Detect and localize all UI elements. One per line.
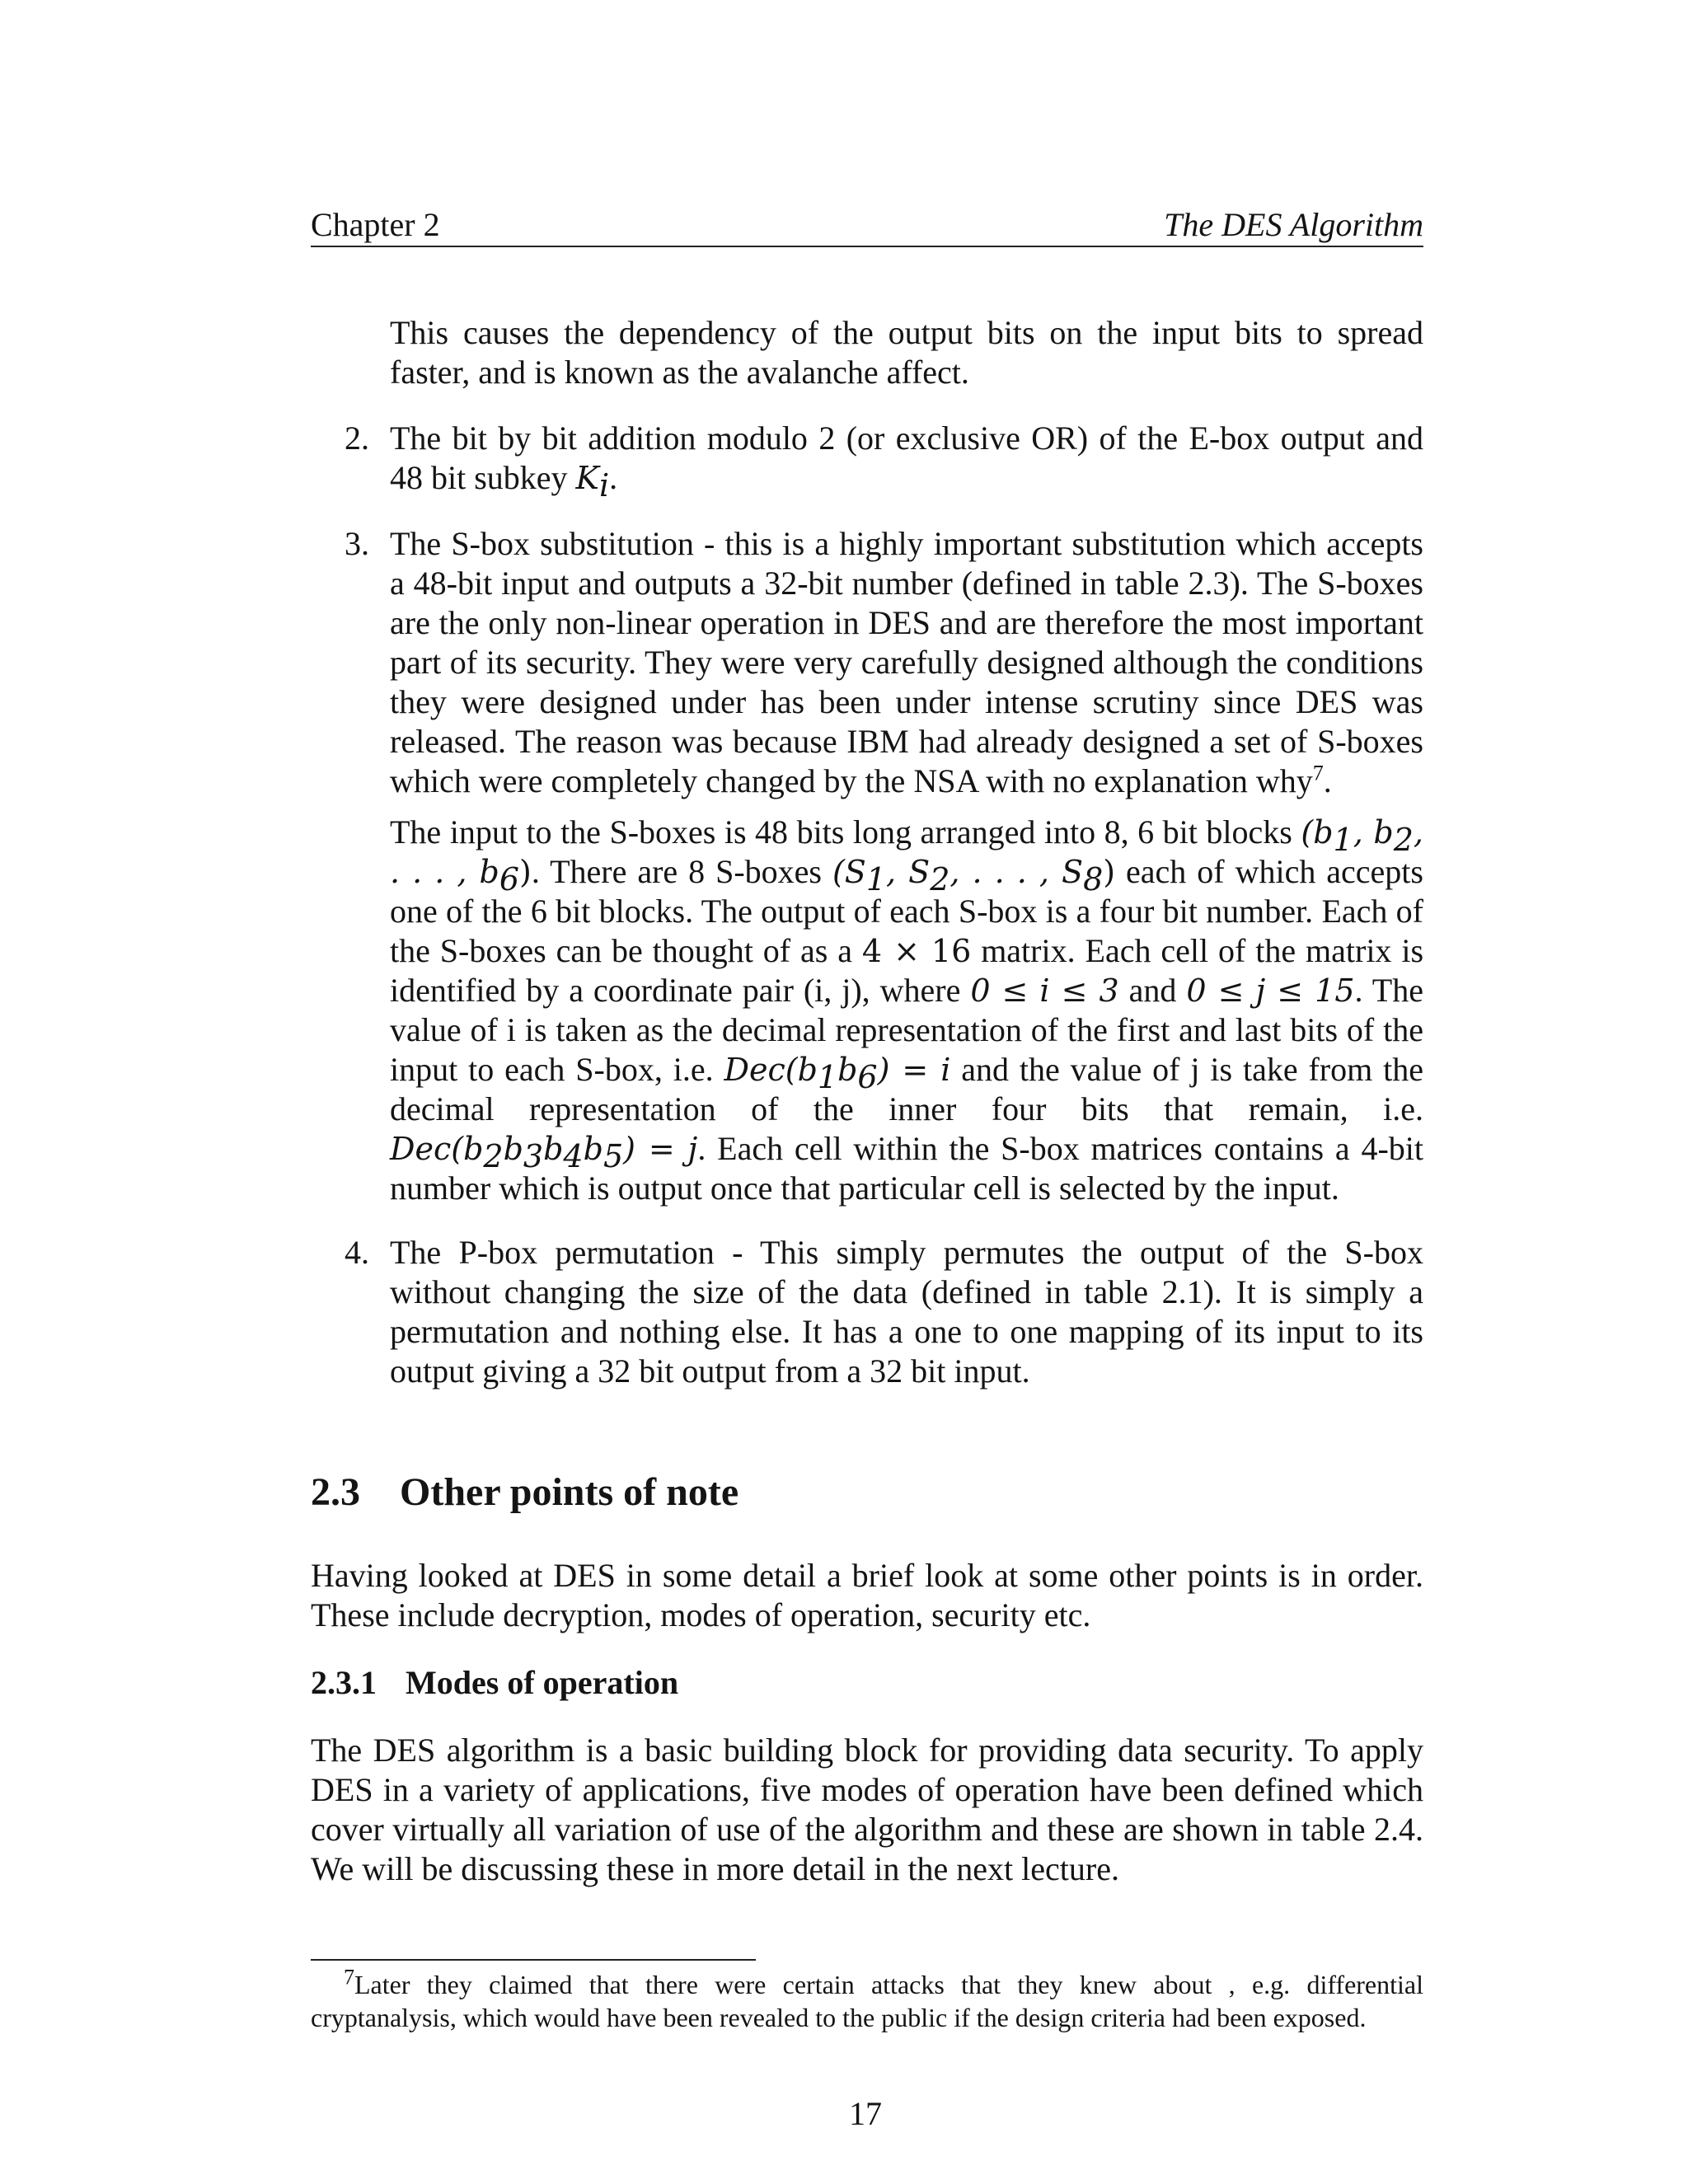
subsection-title: Modes of operation <box>406 1664 679 1701</box>
chapter-label: Chapter 2 <box>311 206 440 243</box>
list-item-3 <box>345 524 1423 801</box>
list-item-paragraph: The S-box substitution - this is a highly important substitution which accepts a 48-bit input and outputs a 32-bit number (defined in table 2.3). The S-boxes are the only non-linear operation in DES and are therefore the most important part of its security. They were very carefully designed although the conditions they were designed under has been under intense scrutiny since DES was released. The reason was because IBM had already designed a set of S-boxes which were completely changed by the NSA with no explanation why$^7$. <box>390 525 1423 799</box>
list-item-3-paragraph-2: The input to the S-boxes is 48 bits long arranged into 8, 6 bit blocks ($b_1$, $b_2$, . . . , $b_6$). There are 8 S-boxes ($S_1$, $S_2$, . . . , $S_8$) each of which accepts one of the 6 bit blocks. The output of each S-box is a four bit number. Each of the S-boxes can be thought of as a 4 × 16 matrix. Each cell of the matrix is identified by a coordinate pair (i, j), where 0 ≤ i ≤ 3 and 0 ≤ j ≤ 15. The value of i is taken as the decimal representation of the first and last bits of the input to each S-box, i.e. $Dec(b_1b_6) = i$ and the value of j is take from the decimal representation of the inner four bits that remain, i.e. $Dec(b_2b_3b_4b_5) = j$. Each cell within the S-box matrices contains a 4-bit number which is output once that particular cell is selected by the input. <box>390 813 1424 1207</box>
list-item-1-continuation: This causes the dependency of the output bits on the input bits to spread faster, and is known as the avalanche affect. <box>390 314 1423 391</box>
footnote-text: Later they claimed that there were certain attacks that they knew about , e.g. differential cryptanalysis, which would have been revealed to the public if the design criteria had been exposed. <box>311 1970 1423 2032</box>
section-number: 2.3 <box>311 1470 360 1514</box>
subsection-number: 2.3.1 <box>311 1664 377 1701</box>
list-item-text: The P-box permutation - This simply permutes the output of the S-box without changing the size of the data (defined in table 2.1). It is simply a permutation and nothing else. It has a one to one mapping of its input to its output giving a 32 bit output from a 32 bit input. <box>390 1234 1423 1390</box>
footnote-rule <box>311 1959 756 1961</box>
chapter-title: The DES Algorithm <box>1164 206 1423 243</box>
footnote-marker: 7 <box>1312 761 1324 785</box>
list-number: 2. <box>345 419 369 457</box>
footnote <box>311 1965 1423 2034</box>
running-header <box>311 206 1423 247</box>
list-item-4 <box>345 1233 1423 1391</box>
list-item-text: The bit by bit addition modulo 2 (or exclusive OR) of the E-box output and 48 bit subkey $K_i$. <box>390 419 1423 504</box>
section-heading <box>311 1469 1423 1516</box>
page-number: 17 <box>849 2095 882 2132</box>
footnote-number: 7 <box>344 1965 354 1990</box>
section-intro-paragraph: Having looked at DES in some detail a brief look at some other points is in order. These include decryption, modes of operation, security etc. <box>311 1557 1423 1633</box>
subsection-heading <box>311 1663 1423 1703</box>
section-title: Other points of note <box>400 1470 739 1514</box>
list-number: 4. <box>345 1234 369 1271</box>
list-item-2 <box>345 419 1423 504</box>
list-number: 3. <box>345 525 369 562</box>
subsection-paragraph: The DES algorithm is a basic building block for providing data security. To apply DES in a variety of applications, five modes of operation have been defined which cover virtually all variation of use of the algorithm and these are shown in table 2.4. We will be discussing these in more detail in the next lecture. <box>311 1732 1423 1887</box>
